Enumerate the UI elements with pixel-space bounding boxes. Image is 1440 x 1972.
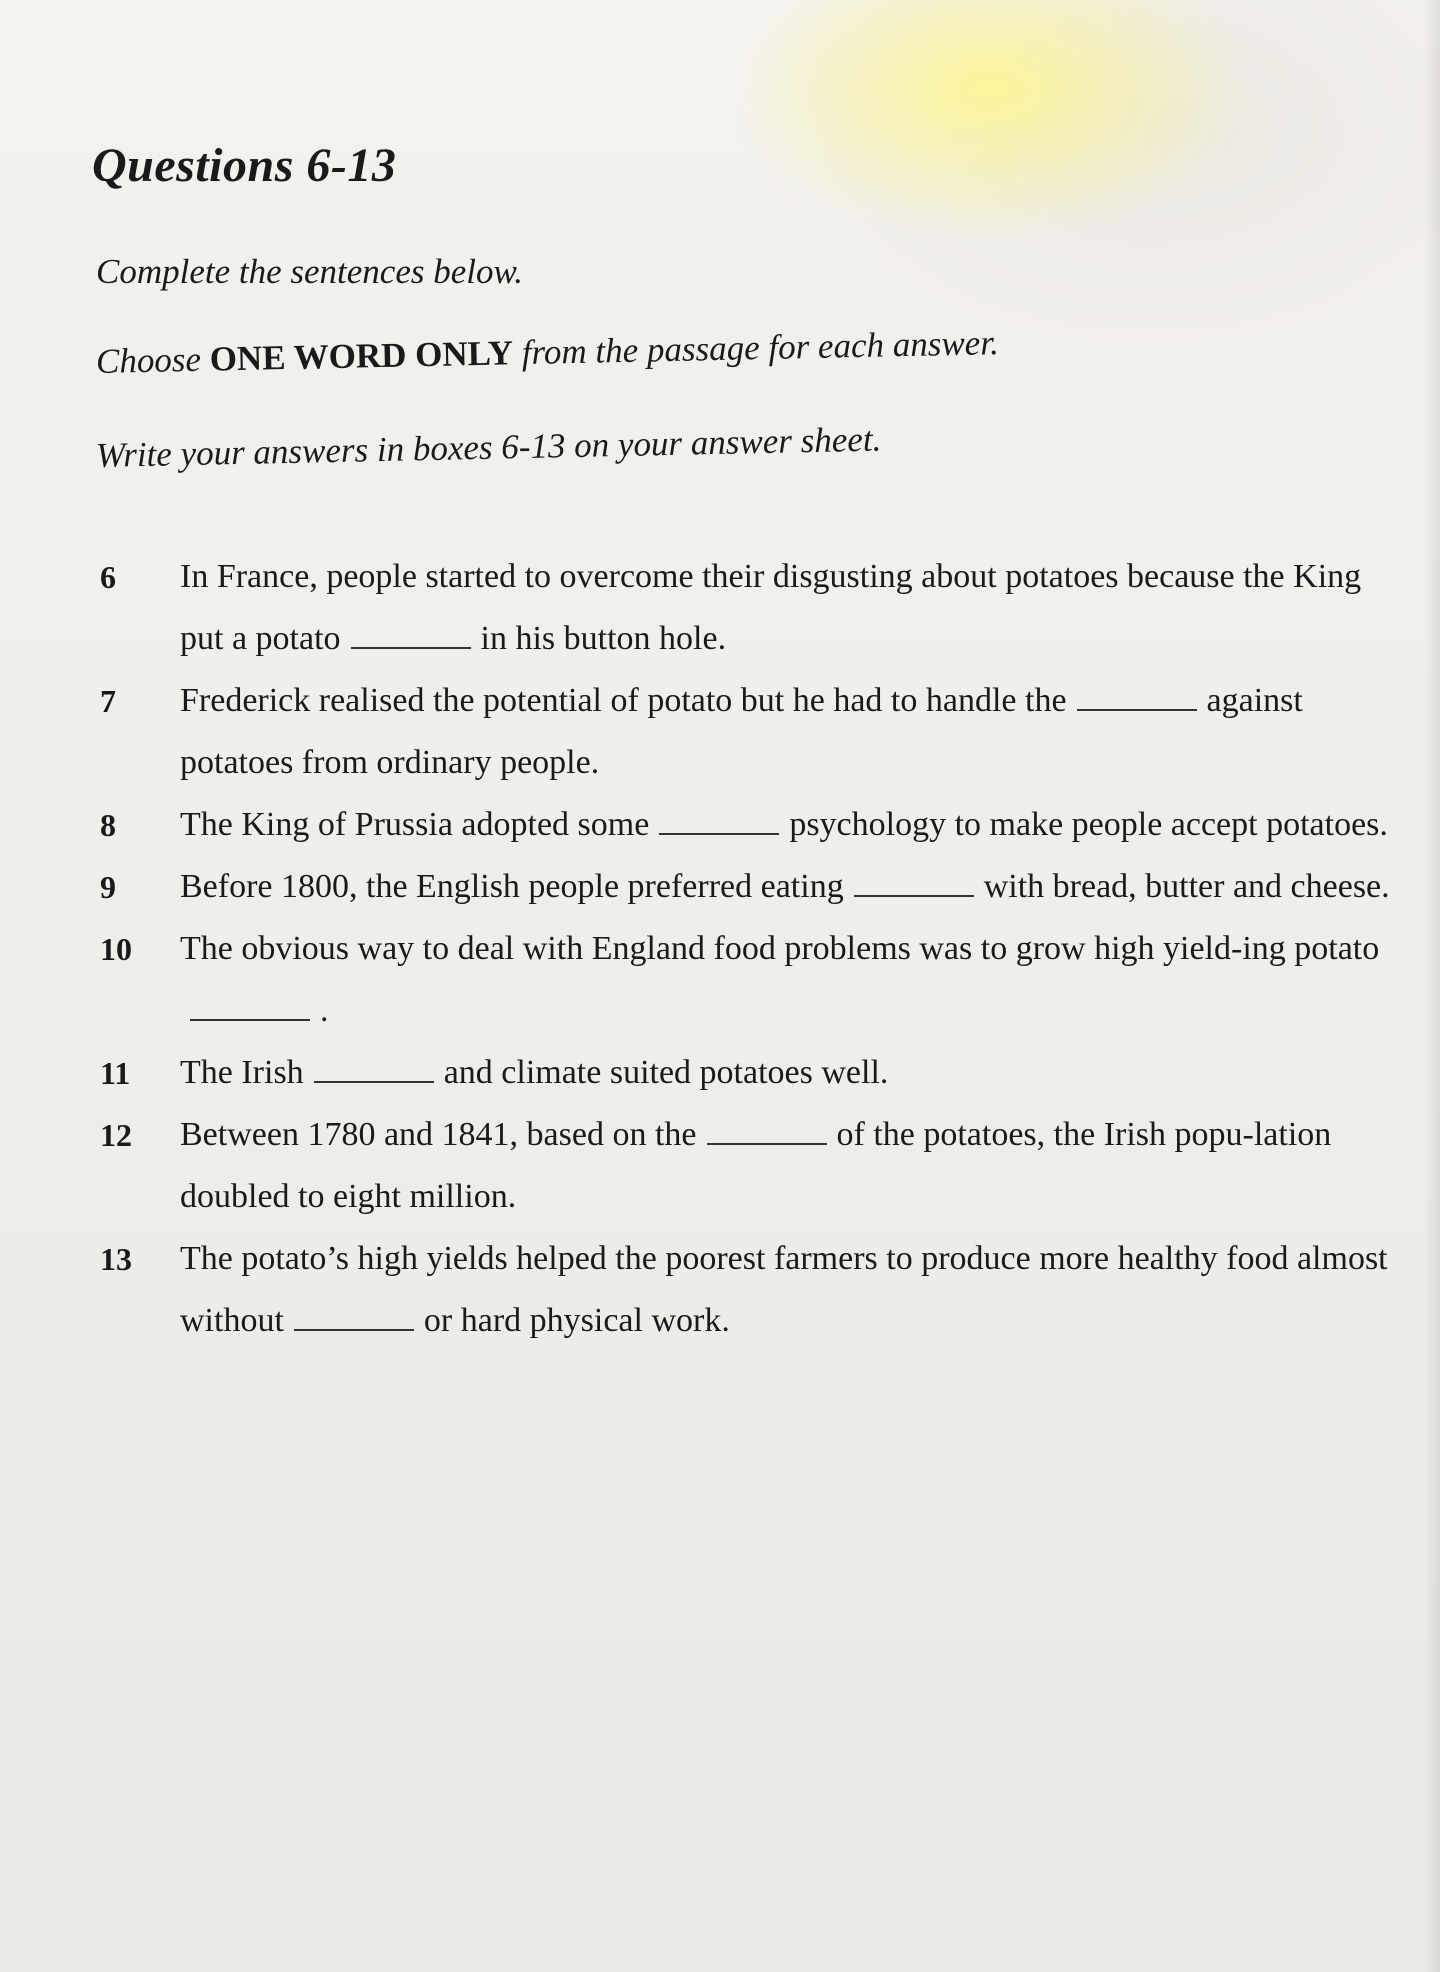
question-item (100, 918, 1410, 1042)
answer-blank (294, 1301, 414, 1331)
question-text-before: Between 1780 and 1841, based on the (180, 1116, 697, 1153)
question-item (100, 856, 1410, 918)
answer-blank (854, 867, 974, 897)
instruction-choose-pre: Choose (95, 339, 211, 381)
section-title: Questions 6-13 (92, 139, 397, 192)
instruction-write: Write your answers in boxes 6-13 on your answer sheet. (95, 419, 882, 475)
question-number: 10 (100, 931, 132, 967)
question-text-after: or hard physical work. (423, 1302, 730, 1339)
question-item (100, 1104, 1410, 1228)
answer-blank (659, 805, 779, 835)
question-number: 9 (100, 869, 116, 905)
question-text (180, 1042, 1410, 1104)
question-text (180, 918, 1410, 1042)
question-item (100, 1042, 1410, 1104)
question-number: 11 (100, 1055, 131, 1091)
question-item (100, 794, 1410, 856)
question-text-after: against potatoes from ordinary people. (180, 682, 1303, 781)
question-text (180, 670, 1410, 794)
question-text-before: The obvious way to deal with England food problems was to grow high yield-ing potato (180, 930, 1380, 967)
question-item (100, 1228, 1410, 1352)
question-item (100, 670, 1410, 794)
question-text-after: with bread, butter and cheese. (983, 868, 1390, 905)
question-text-before: The King of Prussia adopted some (180, 806, 650, 843)
question-text-before: The potato’s high yields helped the poorest farmers to produce more healthy food almost without (180, 1240, 1388, 1339)
question-text-after: psychology to make people accept potatoes. (789, 806, 1388, 843)
question-text-after: of the potatoes, the Irish popu-lation doubled to eight million. (180, 1116, 1332, 1215)
question-text (180, 546, 1410, 670)
instruction-choose-bold: ONE WORD ONLY (209, 333, 514, 379)
question-number: 8 (100, 807, 116, 843)
question-text-before: In France, people started to overcome their disgusting about potatoes because the King put a potato (180, 558, 1362, 657)
question-text (180, 1228, 1410, 1352)
question-text-before: The Irish (180, 1054, 304, 1091)
page-edge-shadow (1424, 0, 1440, 1972)
question-text-after: in his button hole. (480, 620, 727, 657)
question-number: 6 (100, 559, 116, 595)
answer-blank (707, 1115, 827, 1145)
question-text (180, 856, 1410, 918)
question-text (180, 794, 1410, 856)
answer-blank (314, 1053, 434, 1083)
question-text-after: and climate suited potatoes well. (443, 1054, 889, 1091)
question-text-before: Before 1800, the English people preferred eating (180, 868, 844, 905)
instruction-complete: Complete the sentences below. (96, 252, 524, 291)
question-list (100, 546, 1410, 1352)
question-text-before: Frederick realised the potential of potato but he had to handle the (180, 682, 1067, 719)
question-number: 13 (100, 1241, 132, 1277)
answer-blank (190, 991, 310, 1021)
question-text-after: . (320, 992, 329, 1029)
question-number: 12 (100, 1117, 132, 1153)
answer-blank (351, 619, 471, 649)
instruction-choose-post: from the passage for each answer. (512, 323, 1000, 373)
answer-blank (1077, 681, 1197, 711)
question-text (180, 1104, 1410, 1228)
question-number: 7 (100, 683, 116, 719)
question-item (100, 546, 1410, 670)
instruction-choose (96, 323, 1000, 382)
